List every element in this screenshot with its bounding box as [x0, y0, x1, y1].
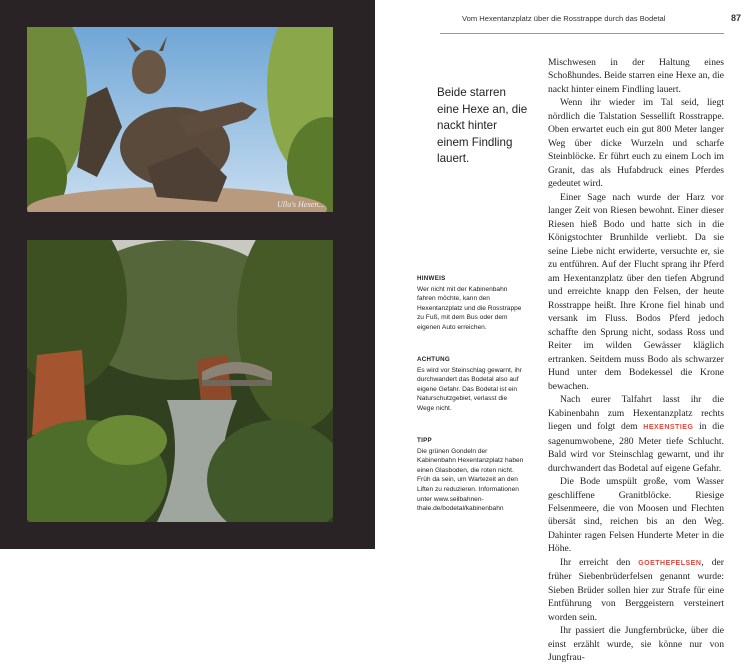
paragraph-text: Ihr erreicht den: [560, 556, 631, 568]
keyword-goethefelsen: GOETHEFELSEN: [638, 559, 702, 567]
paragraph-text: , der früher Siebenbrüderfelsen genannt wurde: Sieben Brüder sollen hier zur Strafe für eine Entführung von Berggeistern versteinert worden sein.: [548, 556, 724, 623]
paragraph-text: in die sagenumwobene, 280 Meter tiefe Schlucht. Bald wird vor Steinschlag gewarnt, und ihr durchwandert das Bodetal auf eigene Gefahr.: [548, 421, 724, 474]
left-page: [0, 0, 375, 549]
hinweis-text: Wer nicht mit der Kabinenbahn fahren möchte, kann den Hexentanzplatz und die Rosstrappe zu Fuß, mit dem Bus oder dem eigenen Auto erreichen.: [417, 285, 522, 331]
tipp-text: Die grünen Gondeln der Kabinenbahn Hexentanzplatz haben einen Glasboden, die roten nicht. Früh da sein, um Wartezeit an den Liften zu reduzieren. Informationen unter www.seilbahnen-thale.de/bodetal/kabinenbahn: [417, 447, 524, 513]
achtung-heading: ACHTUNG: [417, 356, 451, 363]
header-rule: [440, 33, 724, 34]
paragraph: Einer Sage nach wurde der Harz vor langer Zeit von Riesen bewohnt. Einer dieser Riesen hieß Bodo und hatte sich in die Königstochter Brunhilde verliebt. Da sie seine Liebe nicht erwiderte, versuchte er, sie zu entführen. Auf der Flucht sprang ihr Pferd am Hexentanzplatz über den tiefen Abgrund und erreichte knapp den Felsen, der heute Rosstrappe heißt. Ihre Krone fiel hinab und versank im Fluss. Bodos Pferd jedoch schaffte den Sprung nicht, sodass Ross und Reiter im wilden Gewässer kläglich ertranken. Seitdem muss Bodo als schwarzer Hund unter dem Bodekessel die Krone bewachen.: [548, 191, 724, 392]
paragraph-text: Nach eurer Talfahrt lasst ihr die Kabinenbahn zum Hexentanzplatz rechts liegen und folgt dem: [548, 394, 724, 433]
bodetal-gorge-image: [27, 240, 333, 522]
paragraph: Die Bode umspült große, vom Wasser geschliffene Granitblöcke. Riesige Felsenmeere, die von Moosen und Flechten übersät sind, reichen bis an den Weg. Dahinter ragen Felsen Hunderte Meter in die Höhe.: [548, 476, 724, 555]
sidebar-achtung: [417, 355, 525, 414]
pull-quote: Beide starren eine Hexe an, die nackt hinter einem Findling lauert.: [437, 86, 528, 165]
photo-signature: Ullo's Hexen...: [277, 200, 325, 209]
paragraph: Wenn ihr wieder im Tal seid, liegt nördlich die Talstation Sessellift Rosstrappe. Oben erwartet euch ein gut 800 Meter langer Weg über dicke Wurzeln und scharfe Steinblöcke. Er führt euch zu einem Loch im Granit, das als Hufabdruck eines Pferdes gedeutet wird.: [548, 97, 724, 190]
body-text-column: [548, 56, 724, 665]
sidebar-tipp: [417, 436, 525, 514]
paragraph: Mischwesen in der Haltung eines Schoßhundes. Beide starren eine Hexe an, die nackt hinter einem Findling lauert.: [548, 57, 724, 95]
keyword-hexenstieg: HEXENSTIEG: [643, 424, 694, 432]
achtung-text: Es wird vor Steinschlag gewarnt, ihr durchwandert das Bodetal also auf eigene Gefahr. Das Bodetal ist ein Naturschutzgebiet, verlasst die Wege nicht.: [417, 366, 522, 412]
paragraph: [548, 393, 724, 475]
tipp-heading: TIPP: [417, 437, 432, 444]
hinweis-heading: HINWEIS: [417, 275, 446, 282]
paragraph: Ihr passiert die Jungfernbrücke, über die einst erzählt wurde, sie könne nur von Jungfrau-: [548, 625, 724, 664]
satyr-sculpture-image: [27, 27, 333, 212]
satyr-sculpture-photo: [27, 27, 333, 212]
paragraph: [548, 556, 724, 624]
bodetal-gorge-photo: [27, 240, 333, 522]
chapter-title: Vom Hexentanzplatz über die Rosstrappe durch das Bodetal: [462, 14, 666, 23]
sidebar-hinweis: [417, 274, 525, 333]
page-number: 87: [730, 13, 741, 23]
